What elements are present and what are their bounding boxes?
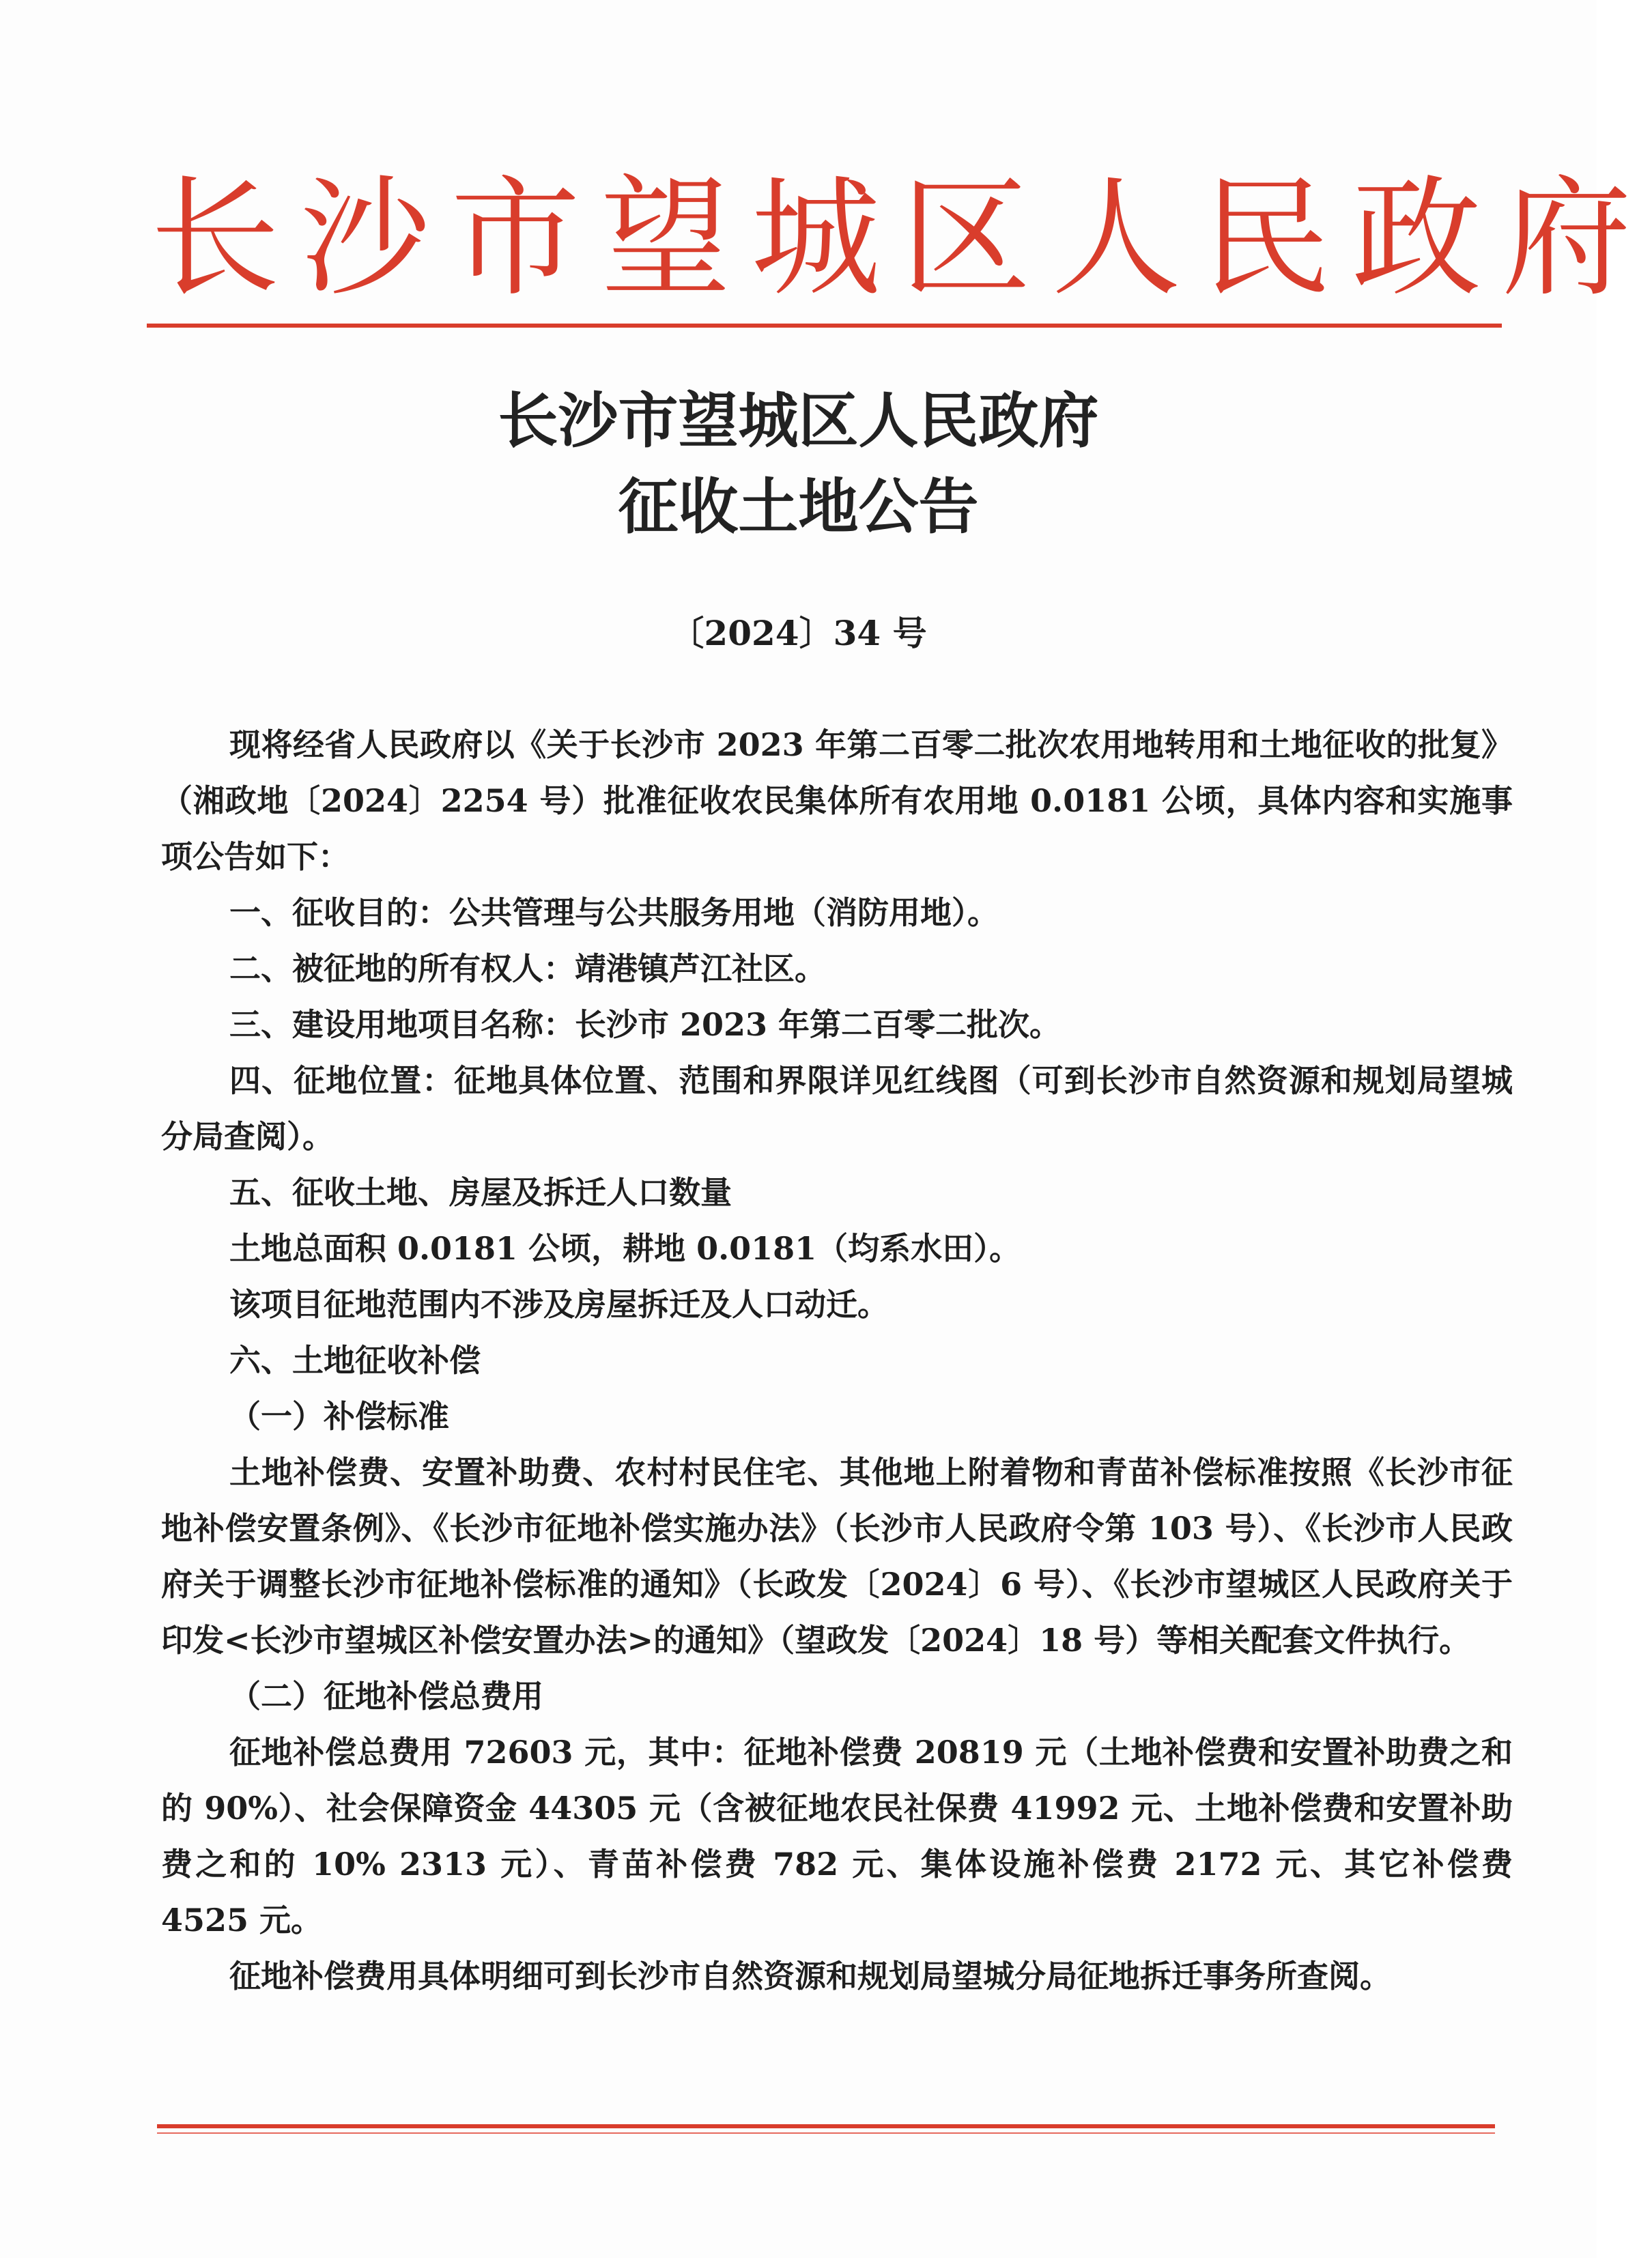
- details-paragraph: 征地补偿费用具体明细可到长沙市自然资源和规划局望城分局征地拆迁事务所查阅。: [229, 1958, 1391, 1995]
- item-location: 四、征地位置：征地具体位置、范围和界限详见红线图（可到长沙市自然资源和规划局望城分局查阅）。: [161, 1062, 1513, 1155]
- item-compensation-heading: 六、土地征收补偿: [229, 1342, 481, 1379]
- footer-red-rule-thin: [157, 2132, 1495, 2134]
- issuing-authority-header: 长沙市望城区人民政府: [150, 163, 1652, 314]
- document-title-line-1: 长沙市望城区人民政府: [498, 386, 1099, 456]
- land-area-paragraph: 土地总面积 0.0181 公顷，耕地 0.0181（均系水田）。: [229, 1230, 1021, 1267]
- header-red-rule: [147, 324, 1502, 328]
- footer-red-rule: [157, 2124, 1495, 2128]
- document-number: 〔2024〕34 号: [670, 613, 927, 653]
- item-owner: 二、被征地的所有权人：靖港镇芦江社区。: [229, 950, 826, 987]
- relocation-paragraph: 该项目征地范围内不涉及房屋拆迁及人口动迁。: [229, 1286, 889, 1323]
- subheading-standards: （一）补偿标准: [229, 1398, 449, 1435]
- document-title-line-2: 征收土地公告: [618, 472, 979, 542]
- total-cost-paragraph: 征地补偿总费用 72603 元，其中：征地补偿费 20819 元（土地补偿费和安置补助费之和的 90%）、社会保障资金 44305 元（含被征地农民社保费 41992 元、土地补偿费和安置补助费之和的 10% 2313 元）、青苗补偿费 782 元、集体设施补偿费 2172 元、其它补偿费 4525 元。: [161, 1734, 1513, 1939]
- item-project-name: 三、建设用地项目名称：长沙市 2023 年第二百零二批次。: [229, 1006, 1062, 1043]
- intro-paragraph: 现将经省人民政府以《关于长沙市 2023 年第二百零二批次农用地转用和土地征收的批复》（湘政地〔2024〕2254 号）批准征收农民集体所有农用地 0.0181 公顷，具体内容和实施事项公告如下：: [161, 726, 1513, 875]
- announcement-body: [161, 717, 1513, 2004]
- item-purpose: 一、征收目的：公共管理与公共服务用地（消防用地）。: [229, 894, 999, 931]
- item-quantity-heading: 五、征收土地、房屋及拆迁人口数量: [229, 1174, 732, 1211]
- subheading-total-cost: （二）征地补偿总费用: [229, 1678, 543, 1715]
- standards-paragraph: 土地补偿费、安置补助费、农村村民住宅、其他地上附着物和青苗补偿标准按照《长沙市征地补偿安置条例》、《长沙市征地补偿实施办法》（长沙市人民政府令第 103 号）、《长沙市人民政府关于调整长沙市征地补偿标准的通知》（长政发〔2024〕6 号）、《长沙市望城区人民政府关于印发<长沙市望城区补偿安置办法>的通知》（望政发〔2024〕18 号）等相关配套文件执行。: [161, 1454, 1513, 1659]
